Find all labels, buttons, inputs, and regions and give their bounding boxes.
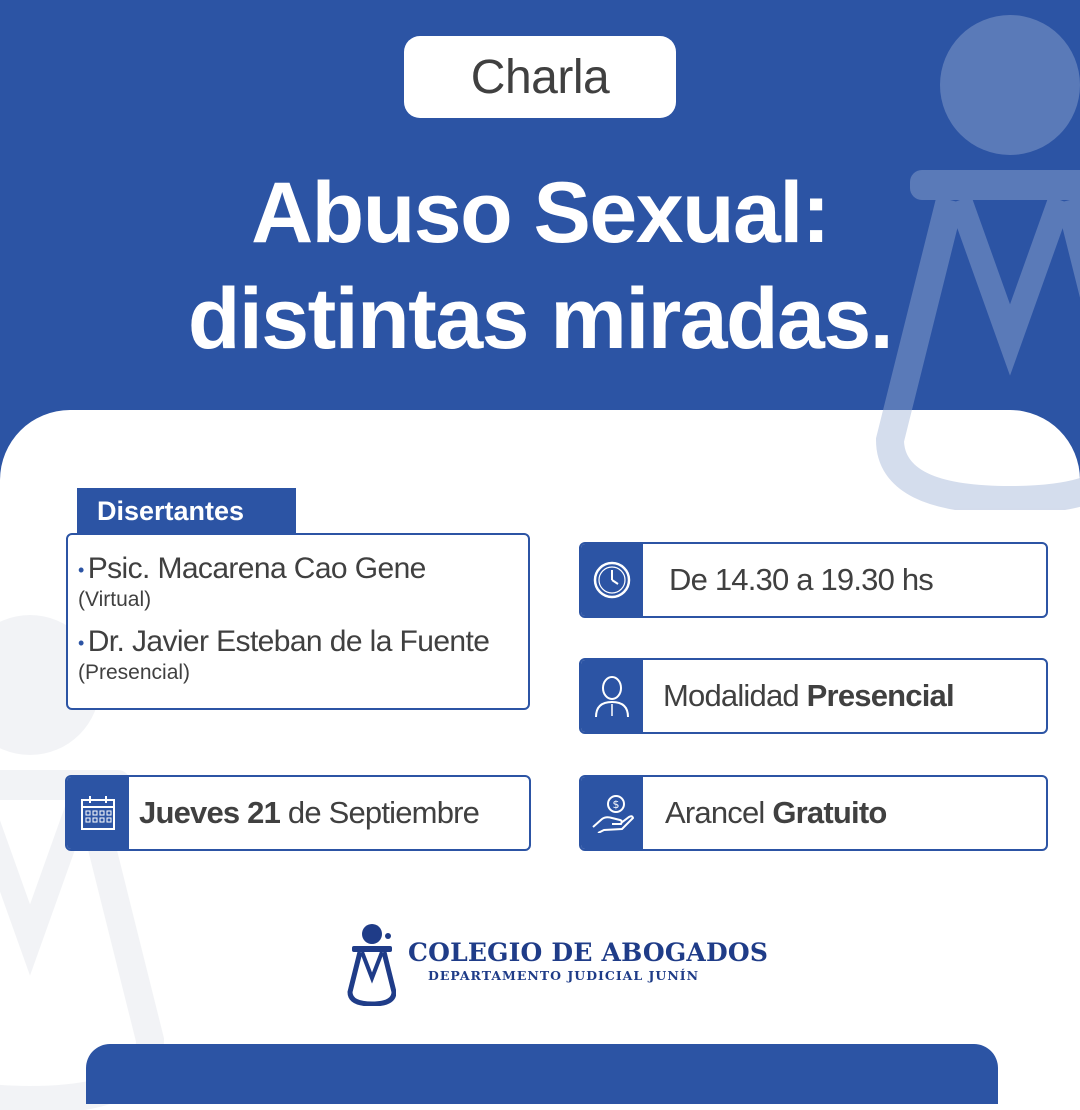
emblem-watermark-panel [870, 410, 1080, 510]
speakers-box [66, 533, 530, 710]
date-text: Jueves 21 de Septiembre [139, 795, 480, 830]
page-title-line-1: Abuso Sexual: [251, 165, 829, 261]
modality-card [579, 658, 1048, 734]
logo-subtitle: DEPARTAMENTO JUDICIAL JUNÍN [428, 968, 700, 983]
event-type-badge: Charla [404, 36, 676, 118]
date-card [65, 775, 531, 851]
scales-of-justice-icon [346, 920, 396, 1006]
colegio-logo [346, 918, 769, 1008]
money-hand-icon [581, 777, 643, 849]
speaker-name: • Dr. Javier Esteban de la Fuente [78, 625, 490, 659]
fee-card [579, 775, 1048, 851]
bottom-bar [86, 1044, 998, 1104]
speaker-name: • Psic. Macarena Cao Gene [78, 552, 426, 585]
clock-icon [581, 544, 643, 616]
modality-text: Modalidad Presencial [663, 678, 954, 713]
time-text: De 14.30 a 19.30 hs [669, 562, 934, 597]
fee-text: Arancel Gratuito [665, 795, 887, 830]
svg-text:$: $ [612, 798, 620, 811]
speakers-heading: Disertantes [77, 488, 296, 534]
calendar-icon [67, 777, 129, 849]
time-card [579, 542, 1048, 618]
person-icon [581, 660, 643, 732]
logo-name: COLEGIO DE ABOGADOS [408, 938, 769, 967]
page-title-line-2: distintas miradas. [187, 271, 893, 367]
speaker-mode: (Presencial) [78, 661, 191, 685]
speaker-mode: (Virtual) [78, 588, 152, 612]
